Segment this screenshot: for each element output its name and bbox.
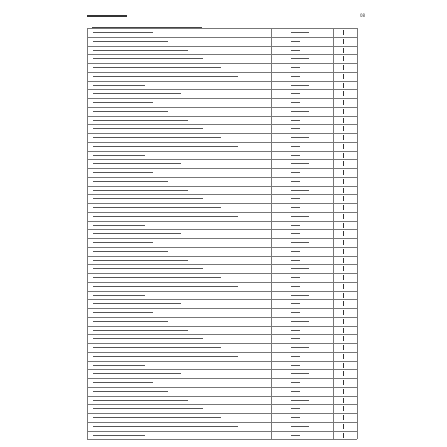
row-text <box>93 330 188 331</box>
row-text <box>93 102 153 103</box>
row-note-mark <box>343 415 344 420</box>
row-note-mark <box>343 118 344 123</box>
row-note-mark <box>343 100 344 105</box>
row-value <box>291 277 300 278</box>
row-value <box>291 391 300 392</box>
row-note-mark <box>343 258 344 263</box>
row-note-mark <box>343 345 344 350</box>
row-value <box>291 207 300 208</box>
row-note-mark <box>343 83 344 88</box>
row-value <box>291 338 300 339</box>
table-row-divider <box>87 396 357 397</box>
row-value <box>291 32 309 33</box>
row-note-mark <box>343 275 344 280</box>
row-text <box>93 400 188 401</box>
row-value <box>291 260 300 261</box>
row-value <box>291 163 309 164</box>
row-value <box>291 155 300 156</box>
table-row-divider <box>87 229 357 230</box>
row-value <box>291 321 309 322</box>
row-text <box>93 408 203 409</box>
row-text <box>93 312 153 313</box>
table-column-divider <box>271 28 272 439</box>
row-text <box>93 190 188 191</box>
table-row-divider <box>87 431 357 432</box>
row-note-mark <box>343 56 344 61</box>
row-text <box>93 155 145 156</box>
row-note-mark <box>343 196 344 201</box>
row-note-mark <box>343 30 344 35</box>
row-text <box>93 347 221 348</box>
row-value <box>291 85 309 86</box>
row-value <box>291 76 300 77</box>
row-note-mark <box>343 284 344 289</box>
row-text <box>93 85 145 86</box>
table-row-divider <box>87 142 357 143</box>
row-text <box>93 32 153 33</box>
row-value <box>291 295 309 296</box>
row-text <box>93 260 188 261</box>
corner-code: 08 <box>360 13 366 18</box>
row-note-mark <box>343 153 344 158</box>
row-note-mark <box>343 170 344 175</box>
row-value <box>291 303 300 304</box>
table-column-divider <box>333 28 334 439</box>
row-text <box>93 225 145 226</box>
row-note-mark <box>343 65 344 70</box>
table-row-divider <box>87 168 357 169</box>
row-value <box>291 365 300 366</box>
row-note-mark <box>343 354 344 359</box>
row-text <box>93 50 188 51</box>
row-note-mark <box>343 406 344 411</box>
row-text <box>93 172 153 173</box>
row-note-mark <box>343 205 344 210</box>
row-value <box>291 251 300 252</box>
row-note-mark <box>343 328 344 333</box>
row-value <box>291 373 309 374</box>
row-value <box>291 128 300 129</box>
row-text <box>93 146 238 147</box>
row-text <box>93 41 168 42</box>
row-value <box>291 400 309 401</box>
row-value <box>291 181 300 182</box>
row-text <box>93 198 203 199</box>
row-note-mark <box>343 433 344 438</box>
row-value <box>291 233 300 234</box>
row-value <box>291 190 309 191</box>
row-text <box>93 303 181 304</box>
table-row-divider <box>87 369 357 370</box>
row-text <box>93 435 145 436</box>
row-text <box>93 382 153 383</box>
table-row-divider <box>87 439 357 440</box>
row-text <box>93 76 238 77</box>
row-note-mark <box>343 179 344 184</box>
row-text <box>93 391 168 392</box>
row-text <box>93 216 238 217</box>
table-row-divider <box>87 343 357 344</box>
row-note-mark <box>343 48 344 53</box>
row-value <box>291 408 300 409</box>
table-row-divider <box>87 98 357 99</box>
row-text <box>93 268 203 269</box>
table-row-divider <box>87 247 357 248</box>
table-row-divider <box>87 194 357 195</box>
row-note-mark <box>343 319 344 324</box>
table-row-divider <box>87 361 357 362</box>
table-row-divider <box>87 116 357 117</box>
row-note-mark <box>343 161 344 166</box>
row-value <box>291 58 309 59</box>
row-value <box>291 120 300 121</box>
row-note-mark <box>343 39 344 44</box>
row-text <box>93 111 168 112</box>
table-row-divider <box>87 212 357 213</box>
row-note-mark <box>343 231 344 236</box>
table-row-divider <box>87 28 357 29</box>
row-value <box>291 67 300 68</box>
table-row-divider <box>87 221 357 222</box>
row-note-mark <box>343 293 344 298</box>
row-value <box>291 102 300 103</box>
row-value <box>291 426 309 427</box>
row-text <box>93 137 221 138</box>
row-note-mark <box>343 91 344 96</box>
row-text <box>93 93 181 94</box>
table-row-divider <box>87 326 357 327</box>
table-column-divider <box>357 28 358 439</box>
row-text <box>93 295 145 296</box>
table-row-divider <box>87 107 357 108</box>
table-row-divider <box>87 186 357 187</box>
row-value <box>291 93 300 94</box>
row-text <box>93 286 238 287</box>
table-row-divider <box>87 308 357 309</box>
table-row-divider <box>87 159 357 160</box>
row-note-mark <box>343 223 344 228</box>
row-value <box>291 137 309 138</box>
table-row-divider <box>87 317 357 318</box>
row-text <box>93 373 181 374</box>
row-note-mark <box>343 424 344 429</box>
row-text <box>93 365 145 366</box>
table-row-divider <box>87 124 357 125</box>
table-row-divider <box>87 291 357 292</box>
document-title <box>87 15 127 17</box>
table-row-divider <box>87 404 357 405</box>
table-row-divider <box>87 256 357 257</box>
table-row-divider <box>87 54 357 55</box>
row-value <box>291 312 300 313</box>
row-value <box>291 146 300 147</box>
row-value <box>291 225 300 226</box>
table-row-divider <box>87 177 357 178</box>
table-row-divider <box>87 238 357 239</box>
row-value <box>291 417 300 418</box>
table-row-divider <box>87 37 357 38</box>
row-text <box>93 277 221 278</box>
row-note-mark <box>343 363 344 368</box>
row-note-mark <box>343 135 344 140</box>
row-text <box>93 251 168 252</box>
table-row-divider <box>87 378 357 379</box>
row-text <box>93 242 153 243</box>
table-row-divider <box>87 282 357 283</box>
row-text <box>93 321 168 322</box>
table-column-divider <box>87 28 88 439</box>
row-value <box>291 198 300 199</box>
row-note-mark <box>343 310 344 315</box>
row-note-mark <box>343 380 344 385</box>
table-row-divider <box>87 72 357 73</box>
row-value <box>291 382 300 383</box>
table-row-divider <box>87 387 357 388</box>
row-note-mark <box>343 336 344 341</box>
row-note-mark <box>343 188 344 193</box>
row-text <box>93 207 221 208</box>
row-note-mark <box>343 398 344 403</box>
row-value <box>291 330 300 331</box>
row-value <box>291 268 309 269</box>
table-row-divider <box>87 89 357 90</box>
row-note-mark <box>343 74 344 79</box>
table-row-divider <box>87 299 357 300</box>
table-row-divider <box>87 203 357 204</box>
row-value <box>291 435 300 436</box>
table-row-divider <box>87 273 357 274</box>
row-value <box>291 172 300 173</box>
table-row-divider <box>87 334 357 335</box>
row-note-mark <box>343 266 344 271</box>
table-row-divider <box>87 352 357 353</box>
row-text <box>93 426 238 427</box>
row-note-mark <box>343 301 344 306</box>
row-text <box>93 233 181 234</box>
row-text <box>93 67 221 68</box>
table-row-divider <box>87 264 357 265</box>
table-row-divider <box>87 413 357 414</box>
row-value <box>291 41 300 42</box>
row-value <box>291 347 309 348</box>
row-note-mark <box>343 371 344 376</box>
row-text <box>93 58 203 59</box>
row-text <box>93 181 168 182</box>
table-row-divider <box>87 46 357 47</box>
row-value <box>291 50 300 51</box>
table-row-divider <box>87 133 357 134</box>
table-row-divider <box>87 151 357 152</box>
row-value <box>291 286 300 287</box>
row-note-mark <box>343 214 344 219</box>
row-text <box>93 356 238 357</box>
row-text <box>93 120 188 121</box>
table-row-divider <box>87 422 357 423</box>
row-note-mark <box>343 389 344 394</box>
row-note-mark <box>343 144 344 149</box>
table-row-divider <box>87 63 357 64</box>
row-text <box>93 163 181 164</box>
row-note-mark <box>343 240 344 245</box>
row-value <box>291 242 309 243</box>
row-note-mark <box>343 126 344 131</box>
row-value <box>291 216 309 217</box>
row-note-mark <box>343 249 344 254</box>
row-text <box>93 417 221 418</box>
row-value <box>291 111 309 112</box>
row-text <box>93 128 203 129</box>
row-value <box>291 356 300 357</box>
table-row-divider <box>87 81 357 82</box>
row-note-mark <box>343 109 344 114</box>
row-text <box>93 338 203 339</box>
